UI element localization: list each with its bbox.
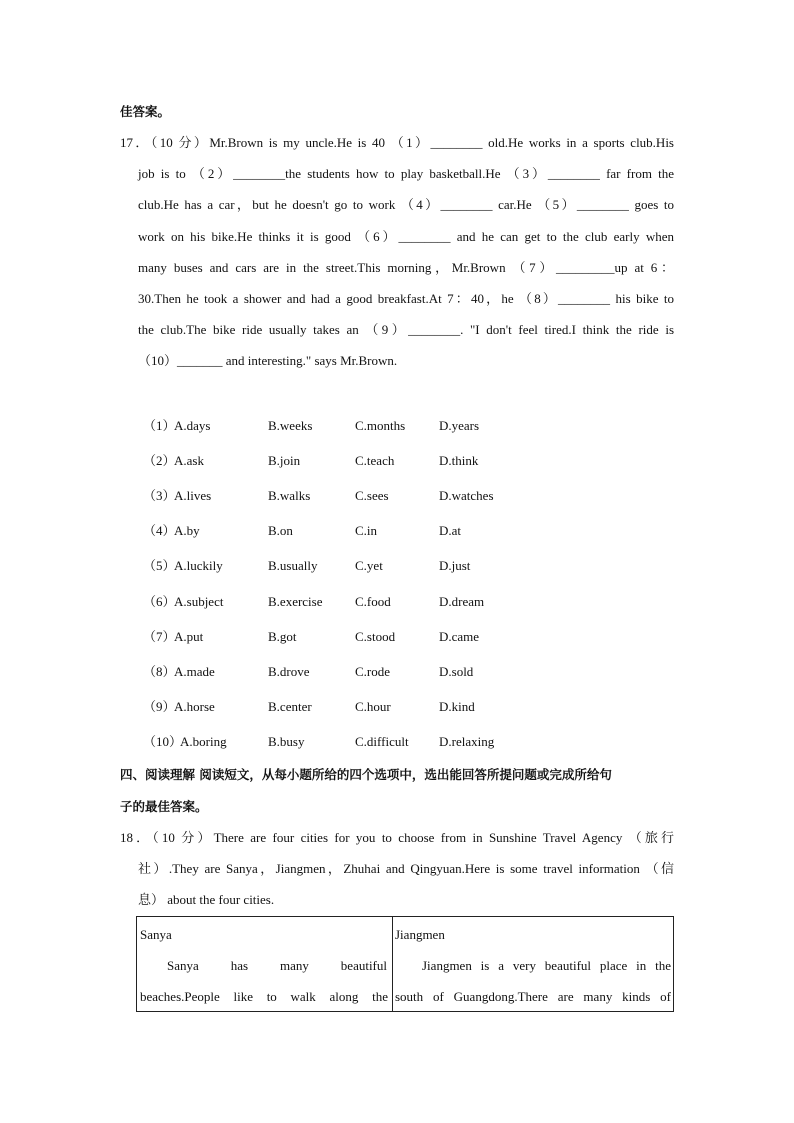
q17-line-4: work on his bike.He thinks it is good （6）________ and he can get to the club early when <box>138 229 674 244</box>
jiangmen-line-1: Jiangmen is a very beautiful place in the <box>422 958 671 973</box>
option-choice-b: B.usually <box>268 558 318 573</box>
q17-line-6: 30.Then he took a shower and had a good breakfast.At 7：40，he （8）________ his bike to <box>138 291 674 306</box>
option-choice-d: D.years <box>439 418 480 433</box>
option-choice-a: A.boring <box>180 734 227 749</box>
option-choice-b: B.got <box>268 629 297 644</box>
sanya-title: Sanya <box>140 927 172 942</box>
option-number: （1） <box>143 418 176 433</box>
option-choice-c: C.rode <box>355 664 391 679</box>
option-number: （2） <box>143 453 176 468</box>
option-number: （7） <box>143 629 176 644</box>
option-choice-d: D.think <box>439 453 479 468</box>
option-choice-a: A.put <box>174 629 204 644</box>
option-choice-d: D.sold <box>439 664 474 679</box>
q17-line-7: the club.The bike ride usually takes an （9）________. "I don't feel tired.I think the ride is <box>138 322 674 337</box>
option-choice-d: D.just <box>439 558 471 573</box>
option-choice-b: B.exercise <box>268 594 323 609</box>
q17-line-3: club.He has a car，but he doesn't go to work （4）________ car.He （5）________ goes to <box>138 197 674 212</box>
jiangmen-line-2: south of Guangdong.There are many kinds of <box>395 989 671 1004</box>
option-choice-b: B.on <box>268 523 293 538</box>
option-choice-a: A.lives <box>174 488 212 503</box>
option-choice-c: C.yet <box>355 558 383 573</box>
q17-line-1: 17．（10 分）Mr.Brown is my uncle.He is 40 （1）________ old.He works in a sports club.His <box>120 135 674 150</box>
option-choice-c: C.teach <box>355 453 395 468</box>
option-choice-d: D.kind <box>439 699 475 714</box>
option-number: （8） <box>143 664 176 679</box>
option-choice-c: C.hour <box>355 699 391 714</box>
option-choice-b: B.busy <box>268 734 305 749</box>
table-divider <box>392 917 393 1011</box>
sanya-line-1: Sanya has many beautiful <box>167 958 387 973</box>
option-choice-c: C.sees <box>355 488 389 503</box>
option-choice-d: D.dream <box>439 594 485 609</box>
q18-line-3: 息） about the four cities. <box>138 892 275 907</box>
q17-line-5: many buses and cars are in the street.This morning，Mr.Brown （7）_________up at 6： <box>138 260 674 275</box>
option-choice-c: C.months <box>355 418 406 433</box>
q17-line-2: job is to （2）________the students how to play basketball.He （3）________ far from the <box>138 166 674 181</box>
sanya-line-2: beaches.People like to walk along the <box>140 989 388 1004</box>
option-choice-a: A.made <box>174 664 215 679</box>
q18-line-2: 社）.They are Sanya，Jiangmen，Zhuhai and Qingyuan.Here is some travel information （信 <box>138 861 674 876</box>
cities-table <box>136 916 674 1012</box>
option-number: （10） <box>143 734 183 749</box>
option-choice-a: A.ask <box>174 453 204 468</box>
option-choice-a: A.subject <box>174 594 224 609</box>
option-choice-c: C.food <box>355 594 391 609</box>
section-4-line-1: 四、阅读理解 阅读短文，从每小题所给的四个选项中，选出能回答所提问题或完成所给句 <box>120 767 612 782</box>
jiangmen-title: Jiangmen <box>395 927 445 942</box>
section-4-line-2: 子的最佳答案。 <box>120 799 208 814</box>
option-choice-b: B.center <box>268 699 312 714</box>
option-number: （4） <box>143 523 176 538</box>
option-number: （3） <box>143 488 176 503</box>
option-choice-c: C.stood <box>355 629 396 644</box>
option-number: （5） <box>143 558 176 573</box>
option-choice-d: D.at <box>439 523 462 538</box>
option-number: （9） <box>143 699 176 714</box>
option-choice-a: A.days <box>174 418 211 433</box>
q17-line-8: （10）_______ and interesting." says Mr.Brown. <box>138 353 398 368</box>
option-choice-b: B.drove <box>268 664 310 679</box>
option-choice-a: A.luckily <box>174 558 223 573</box>
intro-tail: 佳答案。 <box>120 104 171 119</box>
option-choice-b: B.walks <box>268 488 311 503</box>
option-choice-b: B.weeks <box>268 418 313 433</box>
q18-line-1: 18．（10 分）There are four cities for you to choose from in Sunshine Travel Agency （旅行 <box>120 830 674 845</box>
option-choice-d: D.watches <box>439 488 494 503</box>
option-choice-a: A.by <box>174 523 200 538</box>
option-number: （6） <box>143 594 176 609</box>
option-choice-c: C.difficult <box>355 734 409 749</box>
option-choice-d: D.came <box>439 629 480 644</box>
option-choice-c: C.in <box>355 523 378 538</box>
option-choice-d: D.relaxing <box>439 734 495 749</box>
option-choice-a: A.horse <box>174 699 215 714</box>
option-choice-b: B.join <box>268 453 301 468</box>
